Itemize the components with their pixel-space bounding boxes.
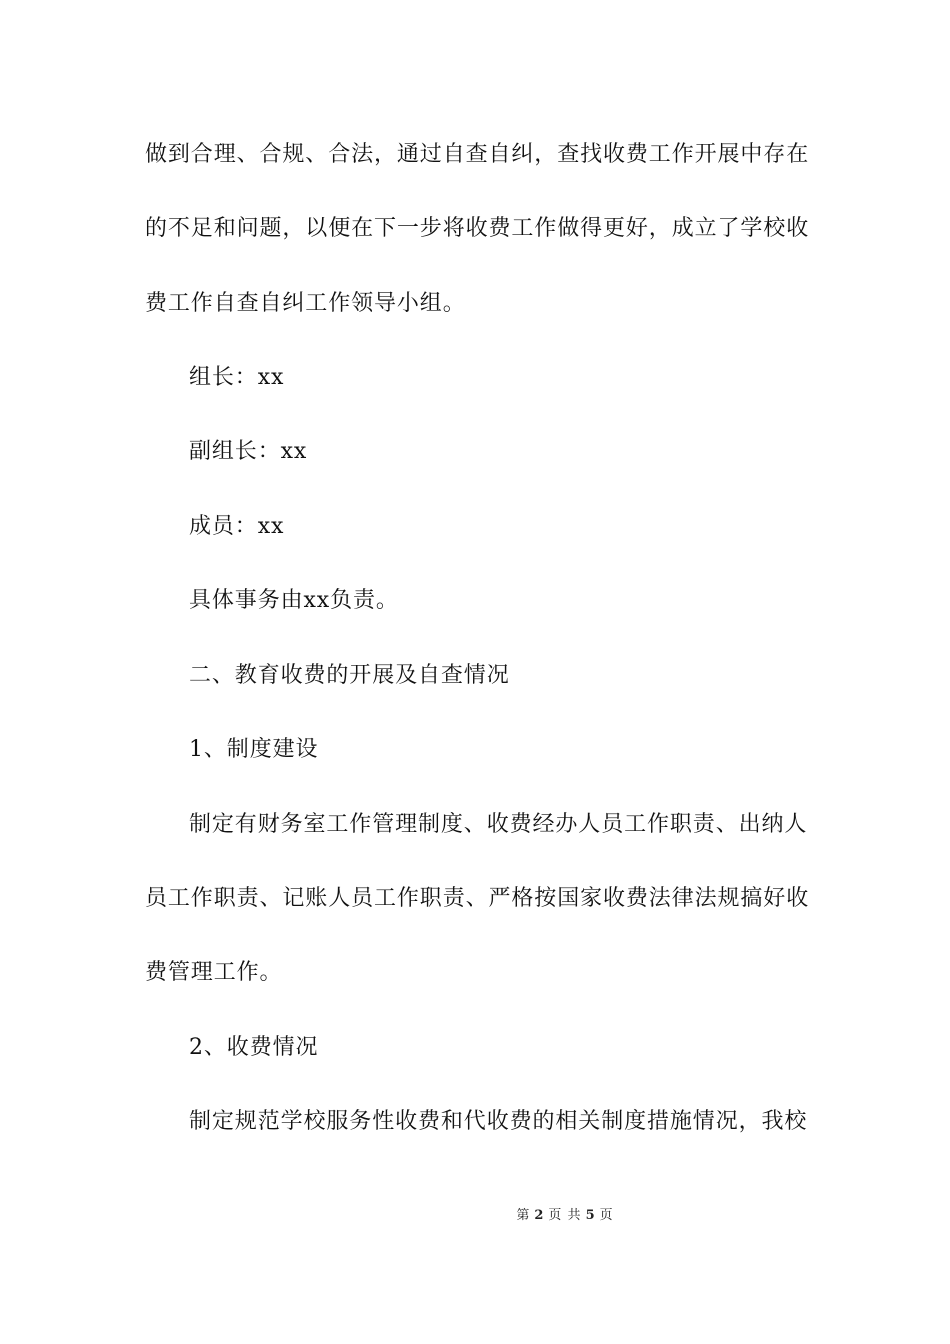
paragraph-line-11: 员工作职责、记账人员工作职责、严格按国家收费法律法规搞好收 — [145, 886, 810, 911]
footer-prefix: 第 — [516, 1208, 531, 1223]
footer-suffix: 页 — [599, 1208, 614, 1223]
current-page-number: 2 — [534, 1208, 545, 1223]
section-heading-2: 二、教育收费的开展及自查情况 — [189, 663, 510, 688]
paragraph-line-2: 的不足和问题，以便在下一步将收费工作做得更好，成立了学校收 — [145, 216, 810, 241]
paragraph-line-1: 做到合理、合规、合法，通过自查自纠，查找收费工作开展中存在 — [145, 142, 810, 167]
subheading-fee-status: 2、收费情况 — [189, 1035, 319, 1060]
page-footer — [0, 1207, 950, 1225]
total-page-number: 5 — [585, 1208, 596, 1223]
responsible-line: 具体事务由xx负责。 — [189, 588, 399, 613]
paragraph-line-10: 制定有财务室工作管理制度、收费经办人员工作职责、出纳人 — [189, 812, 808, 837]
deputy-leader-line: 副组长：xx — [189, 439, 308, 464]
paragraph-line-3: 费工作自查自纠工作领导小组。 — [145, 291, 466, 316]
paragraph-line-14: 制定规范学校服务性收费和代收费的相关制度措施情况，我校 — [189, 1109, 808, 1134]
members-line: 成员：xx — [189, 514, 285, 539]
subheading-system-building: 1、制度建设 — [189, 737, 319, 762]
footer-middle: 页 共 — [548, 1208, 582, 1223]
paragraph-line-12: 费管理工作。 — [145, 960, 283, 985]
group-leader-line: 组长：xx — [189, 365, 285, 390]
